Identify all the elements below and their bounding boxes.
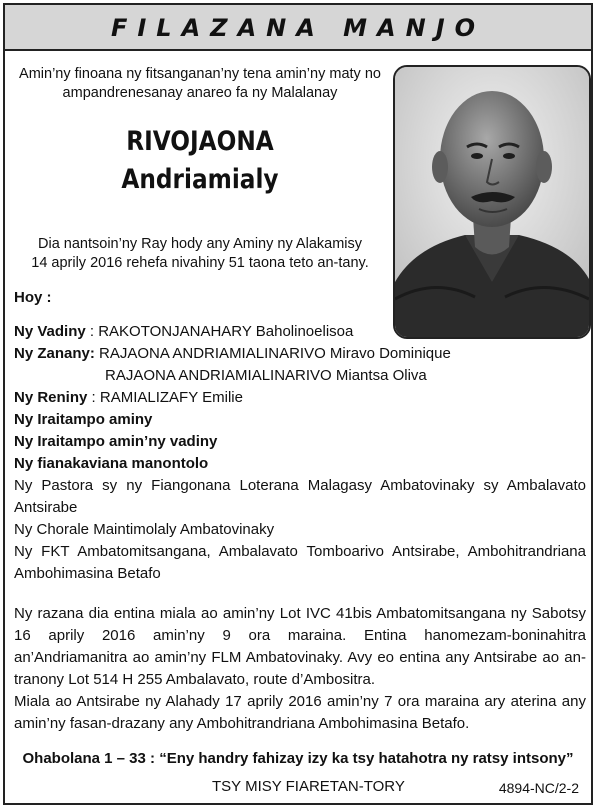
fianakaviana: Ny fianakaviana manontolo (14, 455, 209, 472)
notice-frame (3, 3, 593, 805)
header-bar (5, 5, 591, 51)
intro-line-1: Amin’ny finoana ny fitsanganan’ny tena amin’ny maty no (19, 66, 381, 82)
funeral-paragraph-1: Ny razana dia entina miala ao amin’ny Lot IVC 41bis Ambatomitsangana ny Sabotsy 16 aprily 2016 amin’ny 9 ora maraina. Entina hanomezam-boninahitra an’Andriamanitra ao amin’ny FLM Ambatovinaky. Avy eo entina any Antsirabe ao an-tranony Lot 514 H 255 Ambalavato, route d’Ambositra. (14, 605, 586, 688)
family-section (14, 287, 586, 585)
reniny-label: Ny Reniny (14, 389, 88, 406)
vadiny-row (14, 321, 586, 343)
deceased-surname: RIVOJAONA (126, 126, 274, 157)
death-info (15, 235, 385, 273)
iraitampo-vadiny: Ny Iraitampo amin’ny vadiny (14, 433, 218, 450)
proverb: Ohabolana 1 – 33 : “Eny handry fahizay izy ka tsy hatahotra ny ratsy intsony” (22, 750, 574, 767)
reniny-row (14, 387, 586, 409)
intro-line-2: ampandrenesanay anareo fa ny Malalanay (62, 85, 338, 101)
vadiny-separator: : (85, 323, 99, 340)
zanany-label: Ny Zanany: (14, 345, 95, 362)
reniny-value: RAMIALIZAFY Emilie (99, 389, 243, 406)
deceased-given-name: Andriamialy (121, 164, 279, 195)
iraitampo-aminy: Ny Iraitampo aminy (14, 411, 153, 428)
deceased-name (41, 123, 359, 199)
zanany-value-2: RAJAONA ANDRIAMIALINARIVO Miantsa Oliva (105, 367, 427, 384)
reniny-separator: : (87, 389, 100, 406)
vadiny-label: Ny Vadiny (14, 323, 86, 340)
funeral-section (14, 603, 586, 735)
reference-code: 4894-NC/2-2 (498, 780, 579, 796)
pastora-fiangonana: Ny Pastora sy ny Fiangonana Loterana Malagasy Ambatovinaky sy Ambalavato Antsirabe (14, 477, 586, 516)
intro-text (15, 65, 385, 103)
fkt: Ny FKT Ambatomitsangana, Ambalavato Tomboarivo Antsirabe, Ambohitrandriana Ambohimasina Betafo (14, 543, 586, 582)
zanany-value-1: RAJAONA ANDRIAMIALINARIVO Miravo Dominique (99, 345, 451, 362)
footer-note: TSY MISY FIARETAN-TORY (212, 778, 405, 795)
notice-title: FILAZANA MANJO (110, 14, 486, 42)
zanany-row (14, 343, 586, 365)
family-heading: Hoy : (14, 289, 52, 306)
funeral-paragraph-2: Miala ao Antsirabe ny Alahady 17 aprily 2016 amin’ny 7 ora maraina ary aterina any amin’ny fasan-drazany any Ambohitrandriana Ambohimasina Betafo. (14, 693, 586, 732)
chorale: Ny Chorale Maintimolaly Ambatovinaky (14, 521, 275, 538)
vadiny-value: RAKOTONJANAHARY Baholinoelisoa (98, 323, 354, 340)
death-info-line-1: Dia nantsoin’ny Ray hody any Aminy ny Alakamisy (38, 236, 362, 252)
death-info-line-2: 14 aprily 2016 rehefa nivahiny 51 taona teto an-tany. (31, 255, 369, 271)
